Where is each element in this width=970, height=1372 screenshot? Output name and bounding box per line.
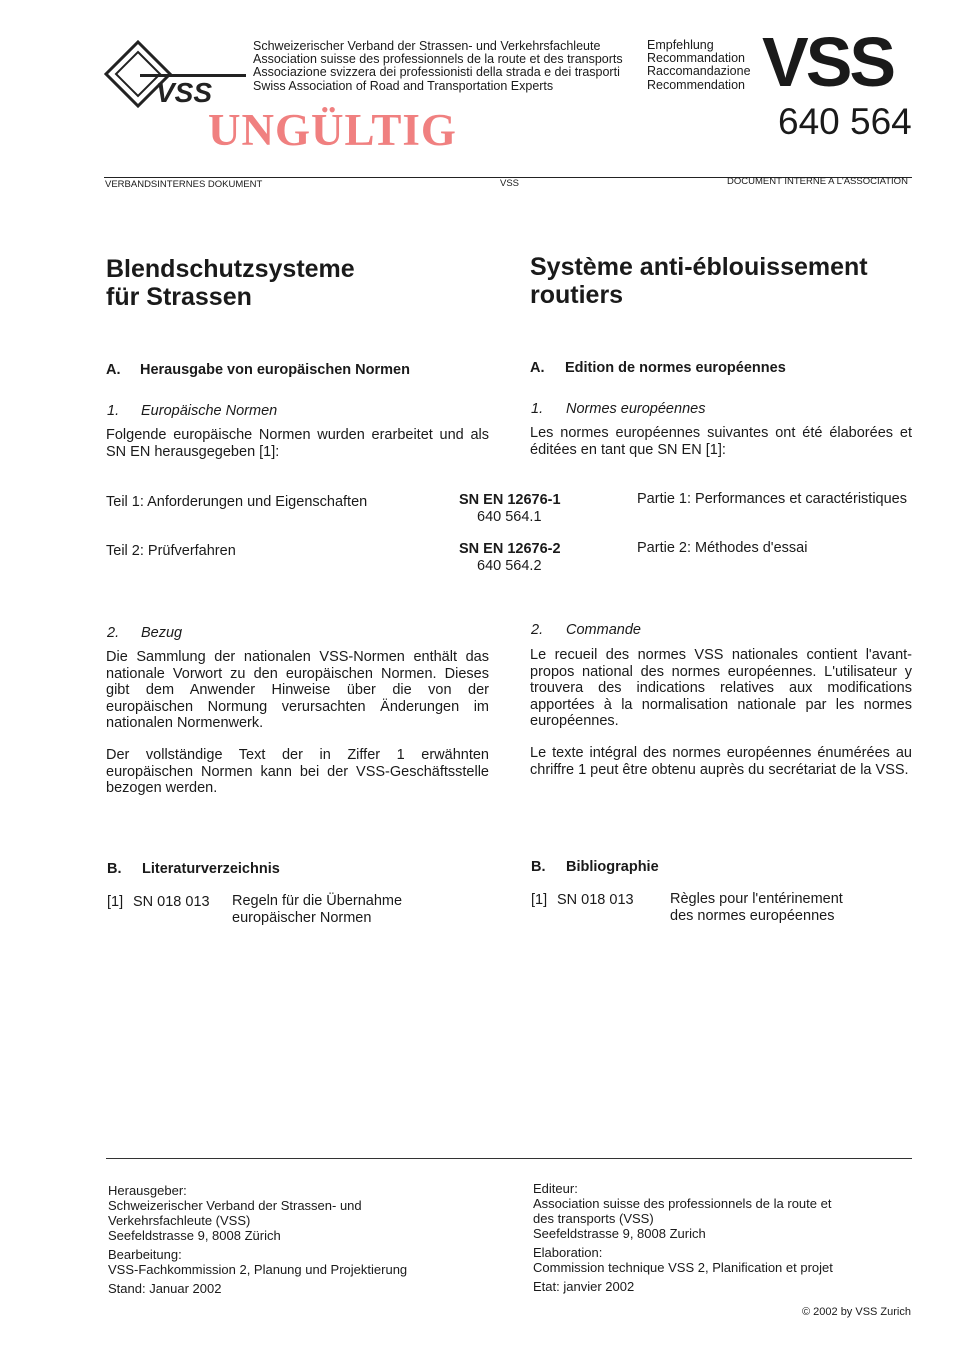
editing-text-fr: Commission technique VSS 2, Planification et projet xyxy=(533,1260,833,1275)
subsection-1-text-fr: Les normes européennes suivantes ont été élaborées et éditées en tant que SN EN [1]: xyxy=(530,425,912,458)
reference-code-fr: SN 018 013 xyxy=(557,892,634,908)
publisher-address-fr: Seefeldstrasse 9, 8008 Zurich xyxy=(533,1226,706,1241)
subsection-2-title-fr: Commande xyxy=(566,622,641,638)
status-fr: Etat: janvier 2002 xyxy=(533,1279,635,1294)
reference-text-de xyxy=(232,893,402,926)
rec-de: Empfehlung xyxy=(647,38,714,52)
publisher-label-de: Herausgeber: xyxy=(108,1183,187,1198)
org-line-fr: Association suisse des professionnels de la route et des transports xyxy=(253,52,623,67)
reference-text-de-line2: europäischer Normen xyxy=(232,909,372,926)
editing-label-de: Bearbeitung: xyxy=(108,1247,182,1262)
reference-text-de-line1: Regeln für die Übernahme xyxy=(232,893,403,909)
vss-logo xyxy=(104,40,249,108)
standard-code-2: SN EN 12676-2 xyxy=(459,541,561,557)
internal-label-de: VERBANDSINTERNES DOKUMENT xyxy=(105,179,263,190)
section-a-heading-de: Herausgabe von europäischen Normen xyxy=(140,362,410,378)
status-de: Stand: Januar 2002 xyxy=(108,1281,222,1296)
part1-label-de: Teil 1: Anforderungen und Eigenschaften xyxy=(106,494,368,510)
publisher-line2-fr: des transports (VSS) xyxy=(533,1211,654,1226)
publisher-line1-de: Schweizerischer Verband der Strassen- und xyxy=(108,1198,362,1213)
org-line-it: Associazione svizzera dei professionisti della strada e dei trasporti xyxy=(253,65,620,80)
subsection-2-paragraph1-de: Die Sammlung der nationalen VSS-Normen enthält das nationale Vorwort zu den europäischen Normen. Dieses gibt dem Anwender Hinweise über die von der europäischen Normung verursachten Änderungen im nationalen Normenwerk. xyxy=(106,649,489,731)
editing-text-de: VSS-Fachkommission 2, Planung und Projektierung xyxy=(108,1262,408,1277)
subsection-1-title-fr: Normes européennes xyxy=(566,401,706,417)
editing-label-fr: Elaboration: xyxy=(533,1245,603,1260)
subsection-1-title-de: Europäische Normen xyxy=(141,403,278,419)
section-a-letter-fr: A. xyxy=(530,360,545,376)
subsection-1-num-fr: 1. xyxy=(531,401,544,417)
publisher-label-fr: Editeur: xyxy=(533,1181,578,1196)
footer-divider xyxy=(106,1158,912,1159)
title-de-line1: Blendschutzsysteme xyxy=(106,255,355,283)
footer-fr xyxy=(533,1181,913,1294)
org-line-en: Swiss Association of Road and Transportation Experts xyxy=(253,78,554,93)
section-a-letter-de: A. xyxy=(106,362,121,378)
title-fr-line1: Système anti-éblouissement xyxy=(530,253,868,281)
subsection-2-paragraph2-fr: Le texte intégral des normes européennes énumérées au chriffre 1 peut être obtenu auprès du secrétariat de la VSS. xyxy=(530,745,912,778)
rec-en: Recommendation xyxy=(647,77,745,92)
section-b-heading-fr: Bibliographie xyxy=(566,859,659,875)
subsection-1-text-de: Folgende europäische Normen wurden erarbeitet und als SN EN herausgegeben [1]: xyxy=(106,427,489,460)
subsection-2-paragraph1-fr: Le recueil des normes VSS nationales contient l'avant-propos national des normes européennes. L'utilisateur y trouvera des indications relatives aux modifications apportées à la normalisation nationale par les normes européennes. xyxy=(530,647,912,729)
brand-mark: VSS xyxy=(762,23,894,101)
standard-code-1: SN EN 12676-1 xyxy=(459,492,561,508)
document-number: 640 564 xyxy=(778,101,912,142)
reference-num-fr: [1] xyxy=(531,892,548,908)
recommendation-labels xyxy=(647,39,751,92)
organization-names xyxy=(253,40,623,93)
subsection-2-title-de: Bezug xyxy=(141,625,183,641)
reference-text-fr xyxy=(670,891,843,924)
org-line-de: Schweizerischer Verband der Strassen- und Verkehrsfachleute xyxy=(253,39,601,53)
part2-label-fr: Partie 2: Méthodes d'essai xyxy=(637,540,808,556)
rec-fr: Recommandation xyxy=(647,51,745,66)
subsection-1-num-de: 1. xyxy=(107,403,120,419)
copyright: © 2002 by VSS Zurich xyxy=(802,1306,911,1318)
subsection-2-num-fr: 2. xyxy=(531,622,544,638)
internal-label-fr: DOCUMENT INTERNE A L'ASSOCIATION xyxy=(727,176,908,187)
invalid-stamp: UNGÜLTIG xyxy=(208,105,457,155)
subsection-2-num-de: 2. xyxy=(107,625,120,641)
rec-it: Raccomandazione xyxy=(647,64,751,79)
section-b-letter-fr: B. xyxy=(531,859,546,875)
publisher-address-de: Seefeldstrasse 9, 8008 Zürich xyxy=(108,1228,281,1243)
part1-label-fr: Partie 1: Performances et caractéristiques xyxy=(637,491,907,507)
part2-label-de: Teil 2: Prüfverfahren xyxy=(106,543,236,559)
publisher-line2-de: Verkehrsfachleute (VSS) xyxy=(108,1213,251,1228)
subsection-2-paragraph2-de: Der vollständige Text der in Ziffer 1 erwähnten europäischen Normen kann bei der VSS-Geschäftsstelle bezogen werden. xyxy=(106,747,489,796)
internal-label-center: VSS xyxy=(500,178,520,189)
section-b-heading-de: Literaturverzeichnis xyxy=(142,861,280,877)
standard-number-1: 640 564.1 xyxy=(477,509,542,525)
page-title-de xyxy=(106,255,355,311)
reference-text-fr-line1: Règles pour l'entérinement xyxy=(670,891,843,907)
footer-de xyxy=(108,1183,508,1296)
section-b-letter-de: B. xyxy=(107,861,122,877)
title-fr-line2: routiers xyxy=(530,281,624,309)
reference-num-de: [1] xyxy=(107,894,124,910)
page-title-fr xyxy=(530,253,868,309)
section-a-heading-fr: Edition de normes européennes xyxy=(565,360,786,376)
reference-text-fr-line2: des normes européennes xyxy=(670,907,835,924)
publisher-line1-fr: Association suisse des professionnels de la route et xyxy=(533,1196,832,1211)
svg-text:VSS: VSS xyxy=(156,77,213,108)
standard-number-2: 640 564.2 xyxy=(477,558,542,574)
reference-code-de: SN 018 013 xyxy=(133,894,210,910)
title-de-line2: für Strassen xyxy=(106,283,252,311)
